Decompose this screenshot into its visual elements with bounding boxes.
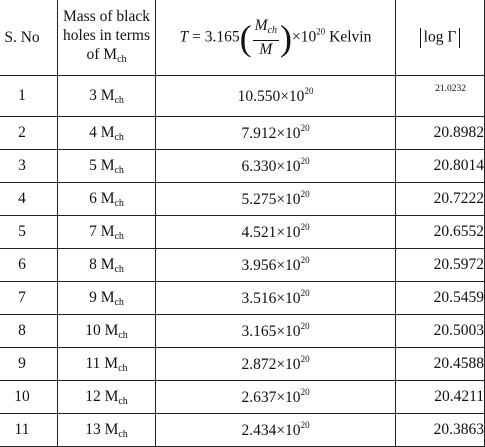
cell-sno: 1 <box>0 76 58 117</box>
formula-coefficient: = 3.165 <box>192 28 240 46</box>
cell-temperature <box>156 249 396 282</box>
cell-temperature-value: 2.637×10 <box>241 389 301 406</box>
table-row <box>0 282 485 315</box>
cell-mass-sub: ch <box>118 362 128 374</box>
cell-log-gamma: 20.7222 <box>396 183 485 216</box>
cell-sno: 4 <box>0 183 58 216</box>
cell-temperature-value: 3.516×10 <box>241 290 301 307</box>
cell-log-gamma: 20.3863 <box>396 414 485 447</box>
cell-temperature-exp: 20 <box>300 354 310 364</box>
table-row <box>0 315 485 348</box>
cell-temperature-value: 4.521×10 <box>241 224 301 241</box>
cell-sno: 11 <box>0 414 58 447</box>
cell-mass-sub: ch <box>114 131 124 143</box>
cell-mass-sub: ch <box>114 197 124 209</box>
cell-temperature-value: 3.956×10 <box>241 257 301 274</box>
fraction-numerator <box>253 17 279 41</box>
header-sno: S. No <box>0 0 58 76</box>
fraction-denominator: M <box>259 40 273 58</box>
cell-mass-value: 11 M <box>85 354 119 372</box>
cell-sno: 2 <box>0 117 58 150</box>
header-log-text: log Γ <box>423 28 457 46</box>
cell-log-gamma: 20.4588 <box>396 348 485 381</box>
cell-log-gamma: 21.0232 <box>396 76 485 117</box>
cell-temperature-exp: 20 <box>300 123 310 133</box>
cell-temperature-value: 2.872×10 <box>241 356 301 373</box>
cell-mass <box>58 216 156 249</box>
cell-temperature-value: 10.550×10 <box>237 88 305 105</box>
cell-mass-sub: ch <box>118 428 128 440</box>
cell-sno: 8 <box>0 315 58 348</box>
cell-mass-sub: ch <box>114 263 124 275</box>
cell-log-gamma: 20.6552 <box>396 216 485 249</box>
cell-mass <box>58 414 156 447</box>
table-row <box>0 150 485 183</box>
cell-sno: 10 <box>0 381 58 414</box>
cell-temperature-value: 6.330×10 <box>241 158 301 175</box>
cell-mass <box>58 348 156 381</box>
cell-temperature <box>156 414 396 447</box>
formula-lhs: T <box>179 28 189 46</box>
table-row <box>0 216 485 249</box>
cell-mass-value: 4 M <box>89 123 115 141</box>
cell-temperature-exp: 20 <box>300 420 310 430</box>
cell-log-gamma: 20.5972 <box>396 249 485 282</box>
cell-mass-value: 12 M <box>85 387 119 405</box>
cell-mass-sub: ch <box>118 395 128 407</box>
cell-mass-sub: ch <box>114 94 124 106</box>
cell-temperature-value: 7.912×10 <box>241 125 301 142</box>
formula-exponent: 20 <box>316 26 326 37</box>
cell-mass-value: 7 M <box>89 222 115 240</box>
cell-mass <box>58 282 156 315</box>
table-row <box>0 117 485 150</box>
cell-sno: 5 <box>0 216 58 249</box>
header-mass <box>58 0 156 76</box>
cell-temperature <box>156 348 396 381</box>
left-paren: ( <box>239 17 252 58</box>
header-row <box>0 0 485 76</box>
cell-temperature-exp: 20 <box>300 387 310 397</box>
formula-unit: Kelvin <box>329 28 372 46</box>
numerator-symbol: M <box>254 16 268 34</box>
table-row <box>0 183 485 216</box>
cell-log-gamma: 20.4211 <box>396 381 485 414</box>
cell-temperature-exp: 20 <box>300 222 310 232</box>
header-log-gamma <box>396 0 485 76</box>
formula-fraction <box>253 17 279 59</box>
cell-temperature <box>156 183 396 216</box>
cell-mass-value: 9 M <box>89 288 115 306</box>
cell-temperature-exp: 20 <box>300 288 310 298</box>
cell-mass-value: 6 M <box>89 189 115 207</box>
cell-temperature-exp: 20 <box>300 321 310 331</box>
cell-temperature <box>156 315 396 348</box>
cell-mass <box>58 249 156 282</box>
right-paren: ) <box>280 17 293 58</box>
cell-sno: 3 <box>0 150 58 183</box>
cell-mass-value: 10 M <box>85 321 119 339</box>
cell-temperature <box>156 216 396 249</box>
cell-temperature <box>156 282 396 315</box>
numerator-sub: ch <box>267 24 278 36</box>
cell-temperature-exp: 20 <box>300 189 310 199</box>
cell-log-gamma: 20.5459 <box>396 282 485 315</box>
cell-temperature-value: 2.434×10 <box>241 422 301 439</box>
cell-mass <box>58 76 156 117</box>
cell-temperature <box>156 76 396 117</box>
cell-log-gamma: 20.8014 <box>396 150 485 183</box>
cell-mass-value: 5 M <box>89 156 115 174</box>
cell-mass-sub: ch <box>114 230 124 242</box>
table-row <box>0 76 485 117</box>
cell-temperature-exp: 20 <box>304 86 314 96</box>
cell-log-gamma: 20.8982 <box>396 117 485 150</box>
cell-mass <box>58 150 156 183</box>
formula-times: ×10 <box>292 28 317 46</box>
cell-temperature-exp: 20 <box>300 255 310 265</box>
cell-mass <box>58 183 156 216</box>
cell-temperature <box>156 381 396 414</box>
cell-sno: 6 <box>0 249 58 282</box>
table-row <box>0 249 485 282</box>
abs-bar-right <box>459 28 460 48</box>
table-row <box>0 381 485 414</box>
cell-mass <box>58 315 156 348</box>
header-mass-text: Mass of black holes in terms of M <box>63 7 150 63</box>
cell-sno: 7 <box>0 282 58 315</box>
cell-mass <box>58 381 156 414</box>
cell-temperature-value: 3.165×10 <box>241 323 301 340</box>
cell-temperature-value: 5.275×10 <box>241 191 301 208</box>
cell-temperature-exp: 20 <box>300 156 310 166</box>
abs-bar-left <box>420 28 421 48</box>
cell-mass <box>58 117 156 150</box>
cell-mass-sub: ch <box>118 329 128 341</box>
cell-temperature <box>156 117 396 150</box>
cell-temperature <box>156 150 396 183</box>
header-temperature-formula <box>156 0 396 76</box>
cell-mass-value: 8 M <box>89 255 115 273</box>
cell-mass-sub: ch <box>114 164 124 176</box>
table-row <box>0 414 485 447</box>
header-mass-sub: ch <box>117 53 127 65</box>
cell-log-gamma: 20.5003 <box>396 315 485 348</box>
table-body <box>0 76 485 447</box>
cell-mass-sub: ch <box>114 296 124 308</box>
cell-sno: 9 <box>0 348 58 381</box>
table-row <box>0 348 485 381</box>
cell-mass-value: 3 M <box>89 86 115 104</box>
cell-mass-value: 13 M <box>85 420 119 438</box>
